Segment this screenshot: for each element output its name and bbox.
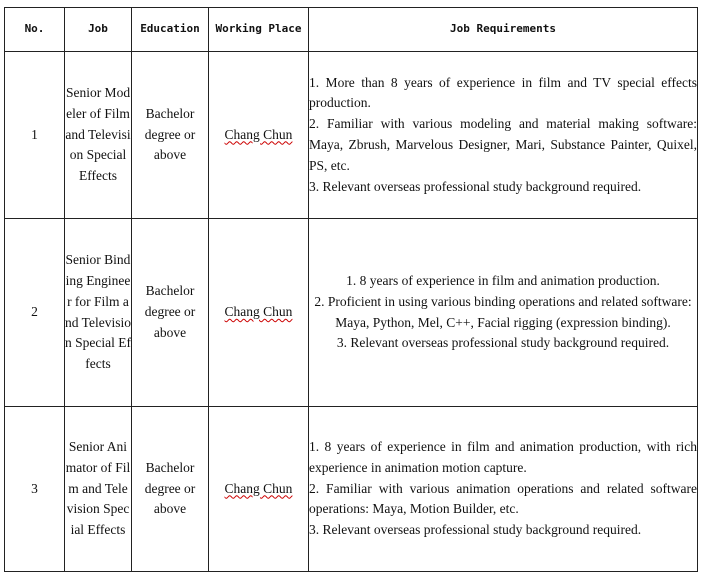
- working-place: [209, 219, 309, 407]
- requirement-item: 2. Familiar with various animation operations and related software operations: Maya, Motion Builder, etc.: [309, 480, 697, 517]
- header-job: Job: [65, 8, 132, 52]
- header-job-requirements: Job Requirements: [309, 8, 698, 52]
- table-row: [5, 52, 698, 219]
- job-requirements: [309, 52, 698, 219]
- job-requirements: [309, 407, 698, 572]
- requirement-item: 1. More than 8 years of experience in film and TV special effects production.: [309, 74, 697, 111]
- working-place: [209, 407, 309, 572]
- working-place-text: Chang Chun: [224, 480, 293, 496]
- working-place-text: Chang Chun: [224, 304, 293, 320]
- requirement-item: 3. Relevant overseas professional study background required.: [309, 522, 642, 538]
- table-row: [5, 407, 698, 572]
- job-requirements-table: [4, 7, 698, 572]
- table-row: [5, 219, 698, 407]
- education-requirement: Bachelor degree or above: [132, 52, 209, 219]
- requirement-item: 2. Proficient in using various binding operations and related software: Maya, Python, Mel, C++, Facial rigging (expression binding).: [314, 293, 692, 330]
- header-working-place: Working Place: [209, 8, 309, 52]
- job-title: Senior Animator of Film and Television Special Effects: [65, 407, 132, 572]
- education-requirement: Bachelor degree or above: [132, 219, 209, 407]
- education-requirement: Bachelor degree or above: [132, 407, 209, 572]
- requirement-item: 3. Relevant overseas professional study background required.: [336, 335, 670, 351]
- requirement-item: 2. Familiar with various modeling and material making software: Maya, Zbrush, Marvelous Designer, Mari, Substance Painter, Quixel, PS, etc.: [309, 116, 697, 173]
- working-place-text: Chang Chun: [224, 126, 293, 142]
- working-place: [209, 52, 309, 219]
- row-number: 3: [5, 407, 65, 572]
- requirement-item: 1. 8 years of experience in film and animation production, with rich experience in animation motion capture.: [309, 439, 697, 475]
- table-header-row: [5, 8, 698, 52]
- job-requirements: [309, 219, 698, 407]
- header-no: No.: [5, 8, 65, 52]
- row-number: 1: [5, 52, 65, 219]
- row-number: 2: [5, 219, 65, 407]
- header-education: Education: [132, 8, 209, 52]
- job-title: Senior Modeler of Film and Television Special Effects: [65, 52, 132, 219]
- job-title: Senior Binding Engineer for Film and Television Special Effects: [65, 219, 132, 407]
- requirement-item: 3. Relevant overseas professional study background required.: [309, 178, 642, 194]
- requirement-item: 1. 8 years of experience in film and animation production.: [346, 272, 660, 288]
